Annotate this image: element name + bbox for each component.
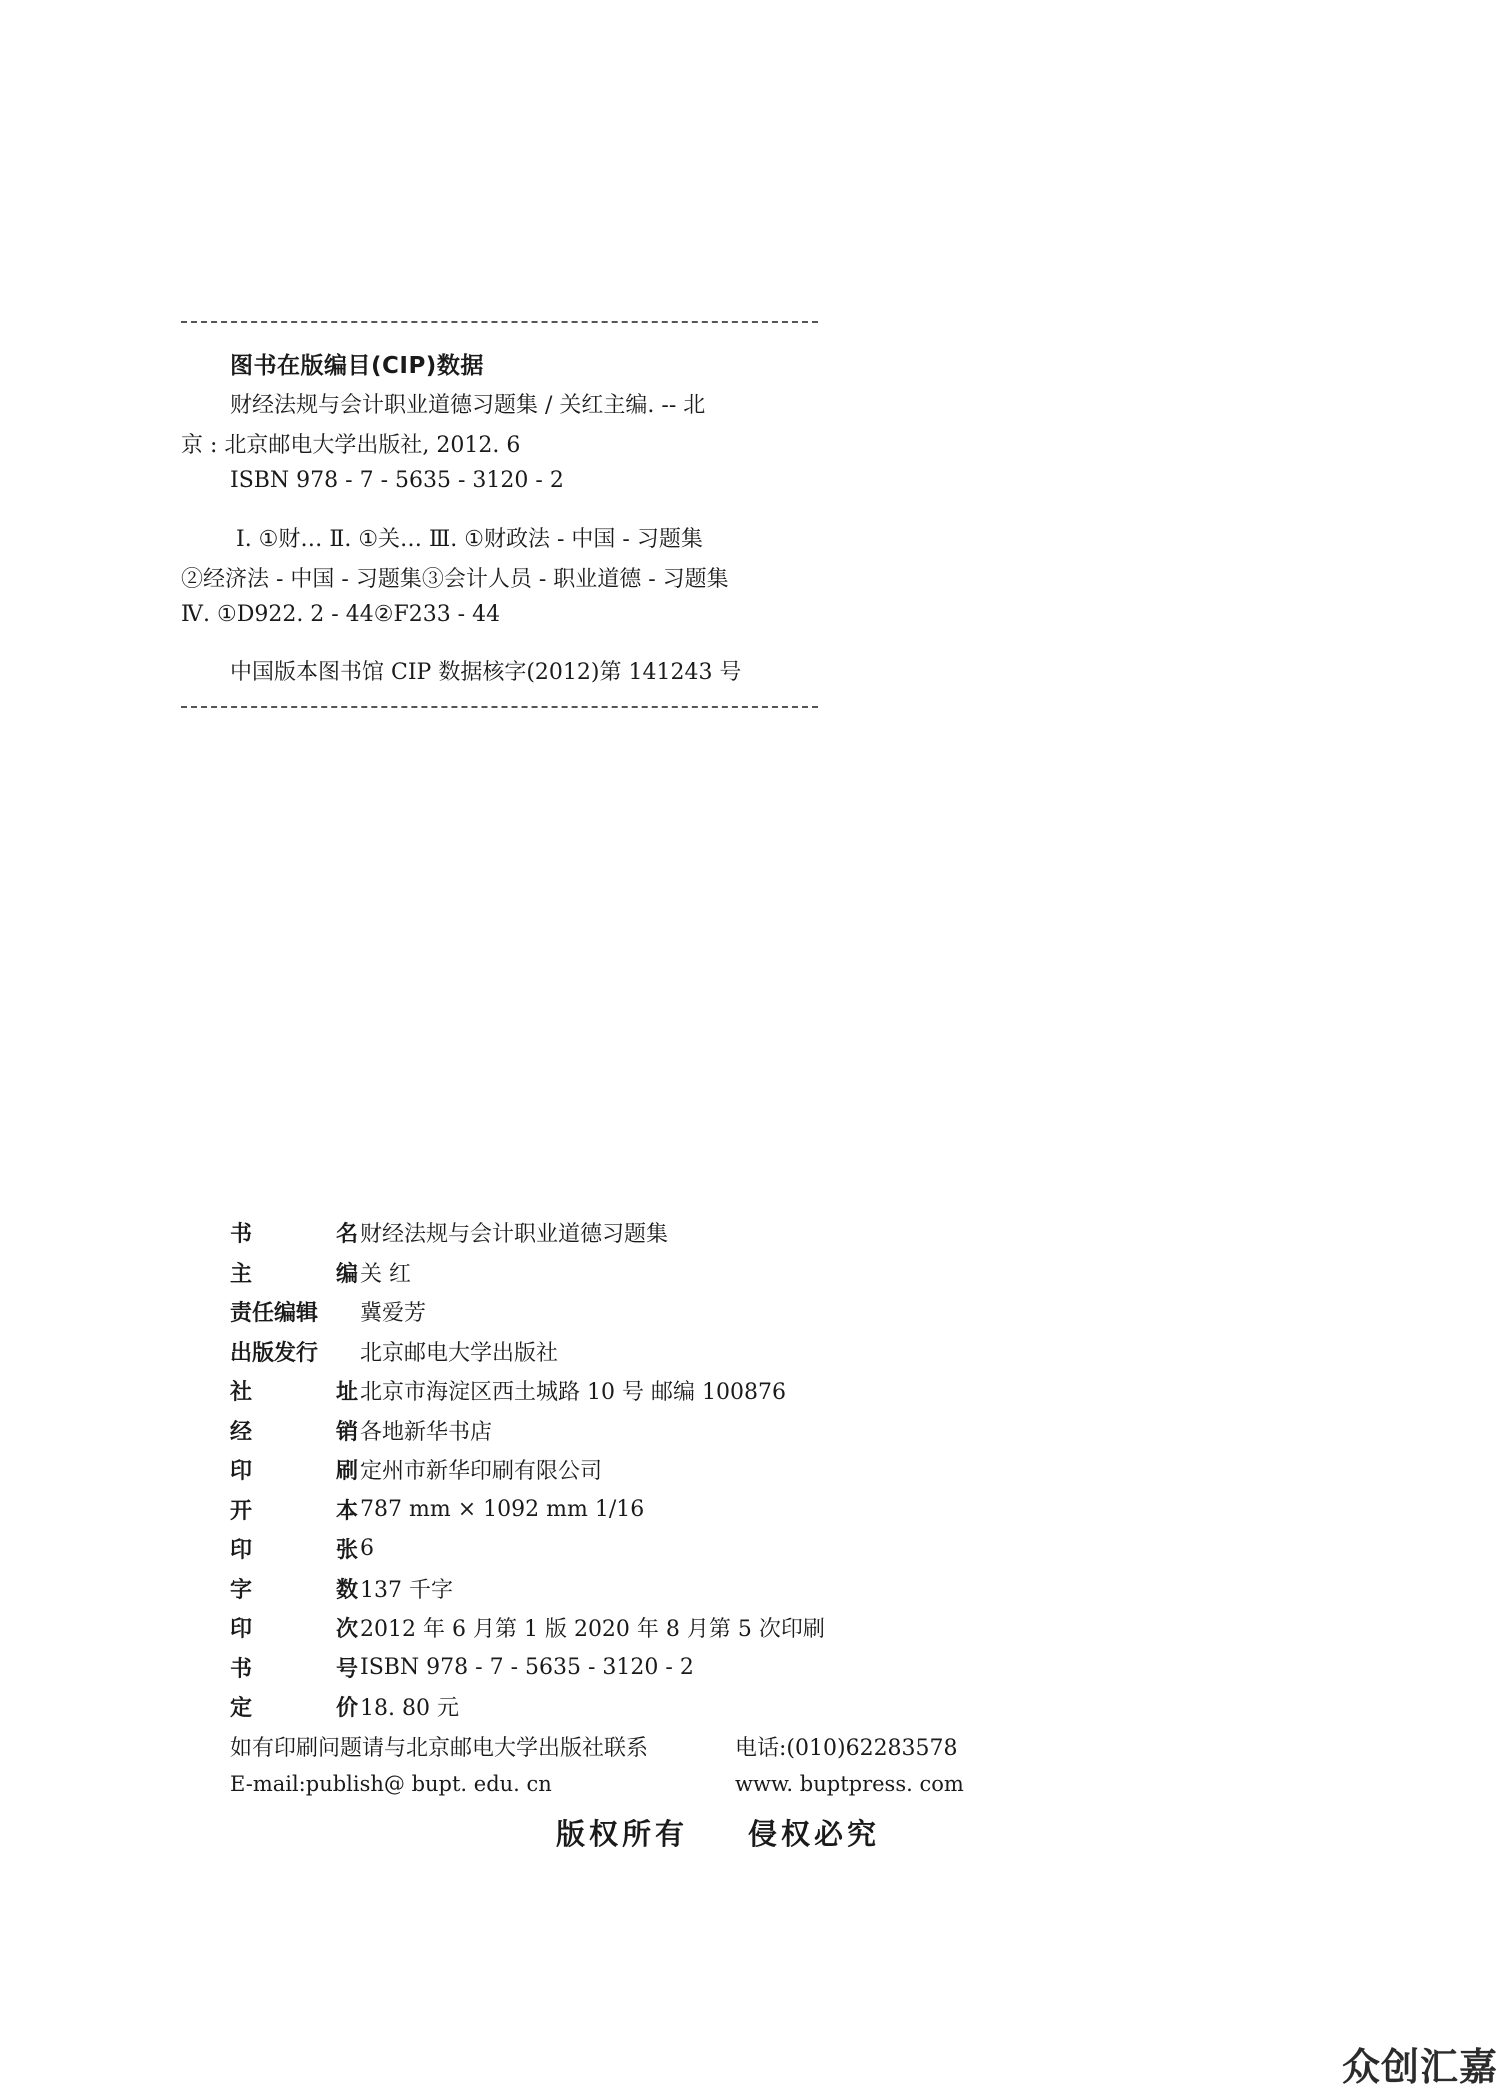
info-row-isbn xyxy=(230,1648,825,1688)
isbn-value: ISBN 978 - 7 - 5635 - 3120 - 2 xyxy=(360,1654,694,1680)
cip-line-classification-3: Ⅳ. ①D922. 2 - 44②F233 - 44 xyxy=(181,602,501,627)
book-info-table xyxy=(230,1213,825,1727)
watermark-logo: 众创汇嘉 xyxy=(1341,2045,1498,2089)
cip-line-title: 财经法规与会计职业道德习题集 / 关红主编. -- 北 xyxy=(230,393,706,418)
info-row-distributor xyxy=(230,1411,825,1451)
cip-line-publisher: 京 : 北京邮电大学出版社, 2012. 6 xyxy=(181,433,521,458)
info-row-responsible-editor xyxy=(230,1292,825,1332)
info-row-editor xyxy=(230,1253,825,1293)
contact-website: www. buptpress. com xyxy=(735,1772,964,1796)
info-row-edition xyxy=(230,1608,825,1648)
info-label: 书 名 xyxy=(230,1222,358,1248)
printer-value: 定州市新华印刷有限公司 xyxy=(360,1459,603,1485)
info-row-book-name xyxy=(230,1213,825,1253)
info-row-word-count xyxy=(230,1569,825,1609)
copyright-notice xyxy=(556,1812,880,1853)
info-label: 社 址 xyxy=(230,1380,358,1406)
edition-value: 2012 年 6 月第 1 版 2020 年 8 月第 5 次印刷 xyxy=(360,1617,825,1643)
contact-phone: 电话:(010)62283578 xyxy=(735,1736,958,1761)
bottom-dashed-rule xyxy=(181,706,818,708)
info-row-address xyxy=(230,1371,825,1411)
info-row-publisher xyxy=(230,1332,825,1372)
cip-line-classification-2: ②经济法 - 中国 - 习题集③会计人员 - 职业道德 - 习题集 xyxy=(181,567,729,592)
info-label: 责任编辑 xyxy=(230,1301,319,1327)
cip-line-classification-1: Ⅰ. ①财… Ⅱ. ①关… Ⅲ. ①财政法 - 中国 - 习题集 xyxy=(236,527,703,552)
cip-title: 图书在版编目(CIP)数据 xyxy=(230,353,484,379)
book-name-value: 财经法规与会计职业道德习题集 xyxy=(360,1222,669,1248)
responsible-editor-value: 冀爱芳 xyxy=(360,1301,427,1327)
info-label: 印 张 xyxy=(230,1538,358,1564)
contact-email: E-mail:publish@ bupt. edu. cn xyxy=(230,1772,552,1796)
sheets-value: 6 xyxy=(360,1536,374,1562)
info-label: 印 次 xyxy=(230,1617,358,1643)
copyright-right: 侵权必究 xyxy=(748,1817,881,1851)
info-row-format xyxy=(230,1490,825,1530)
info-label: 印 刷 xyxy=(230,1459,358,1485)
cip-line-isbn: ISBN 978 - 7 - 5635 - 3120 - 2 xyxy=(230,468,564,493)
cip-line-record-number: 中国版本图书馆 CIP 数据核字(2012)第 141243 号 xyxy=(230,660,742,685)
distributor-value: 各地新华书店 xyxy=(360,1419,493,1445)
editor-value: 关 红 xyxy=(360,1261,411,1287)
info-label: 开 本 xyxy=(230,1498,358,1524)
copyright-left: 版权所有 xyxy=(556,1817,689,1851)
print-issue-notice: 如有印刷问题请与北京邮电大学出版社联系 xyxy=(230,1736,649,1761)
info-row-price xyxy=(230,1687,825,1727)
info-label: 书 号 xyxy=(230,1656,358,1682)
word-count-value: 137 千字 xyxy=(360,1577,453,1603)
top-dashed-rule xyxy=(181,321,818,323)
info-label: 主 编 xyxy=(230,1261,358,1287)
info-row-printer xyxy=(230,1450,825,1490)
format-value: 787 mm × 1092 mm 1/16 xyxy=(360,1496,645,1522)
info-label: 出版发行 xyxy=(230,1340,319,1366)
info-label: 定 价 xyxy=(230,1696,358,1722)
address-value: 北京市海淀区西土城路 10 号 邮编 100876 xyxy=(360,1380,786,1406)
info-row-sheets xyxy=(230,1529,825,1569)
publisher-value: 北京邮电大学出版社 xyxy=(360,1340,559,1366)
info-label: 经 销 xyxy=(230,1419,358,1445)
price-value: 18. 80 元 xyxy=(360,1696,459,1722)
info-label: 字 数 xyxy=(230,1577,358,1603)
